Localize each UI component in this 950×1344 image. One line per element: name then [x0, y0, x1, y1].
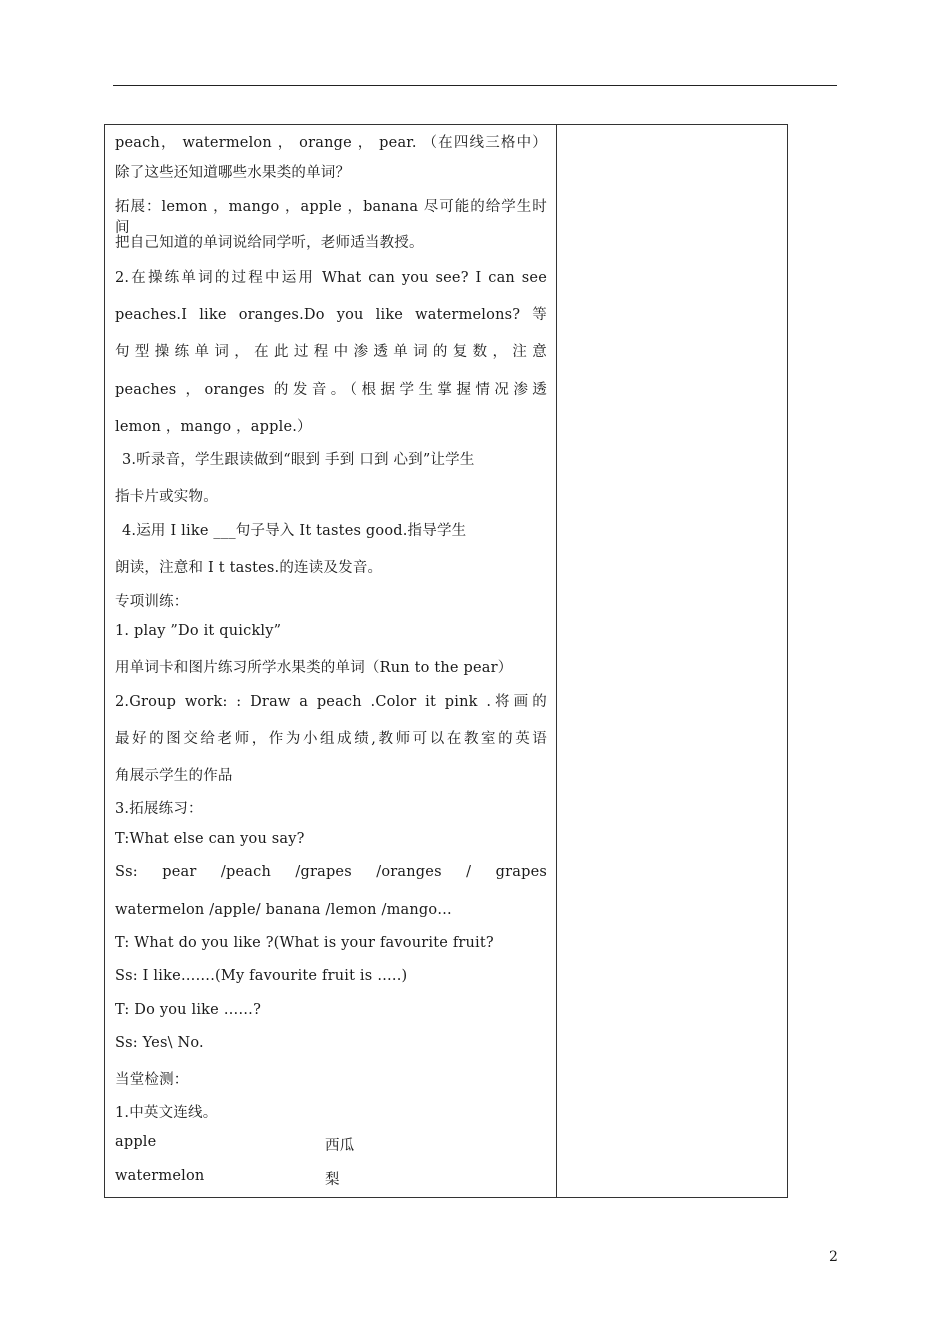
lesson-line: 1.中英文连线。	[115, 1105, 218, 1121]
page-number: 2	[829, 1249, 838, 1265]
matching-english: apple	[115, 1134, 157, 1150]
lesson-line: 除了这些还知道哪些水果类的单词？	[115, 165, 351, 181]
lesson-line: 句型操练单词，在此过程中渗透单词的复数，注意	[115, 344, 547, 360]
lesson-line: 指卡片或实物。	[115, 489, 218, 505]
lesson-line: 当堂检测：	[115, 1072, 189, 1088]
lesson-line: lemon ，mango ，apple.）	[115, 419, 312, 435]
lesson-line: 把自己知道的单词说给同学听，老师适当教授。	[115, 235, 424, 251]
matching-chinese: 梨	[325, 1172, 340, 1188]
lesson-line: peach， watermelon ， orange ， pear. （在四线三格中）	[115, 135, 547, 151]
notes-cell	[557, 125, 789, 1197]
lesson-line: Ss: I like…….(My favourite fruit is …..)	[115, 968, 408, 984]
lesson-line: Ss: pear /peach /grapes /oranges / grapes	[115, 864, 547, 880]
lesson-line: 专项训练：	[115, 594, 189, 610]
lesson-line: 2.Group work: : Draw a peach .Color it pink .将画的	[115, 694, 547, 710]
lesson-line: 用单词卡和图片练习所学水果类的单词（Run to the pear）	[115, 660, 513, 676]
lesson-table	[104, 124, 788, 1198]
header-rule	[113, 85, 837, 86]
lesson-line: 2.在操练单词的过程中运用 What can you see? I can see	[115, 270, 547, 286]
lesson-line: T: What do you like ?(What is your favourite fruit?	[115, 935, 494, 951]
lesson-line: 朗读，注意和 I t tastes.的连读及发音。	[115, 560, 383, 576]
lesson-line: T: Do you like ……?	[115, 1002, 262, 1018]
lesson-line: 3.拓展练习：	[115, 801, 203, 817]
matching-chinese: 西瓜	[325, 1138, 355, 1154]
lesson-line: 拓展：lemon ，mango ，apple ，banana 尽可能的给学生时间	[115, 199, 547, 236]
lesson-line: Ss: Yes\ No.	[115, 1035, 204, 1051]
lesson-line: 3.听录音，学生跟读做到“眼到 手到 口到 心到”让学生	[122, 452, 475, 468]
lesson-line: 1. play ”Do it quickly”	[115, 623, 282, 639]
lesson-line: peaches ，oranges 的发音。（根据学生掌握情况渗透	[115, 382, 547, 398]
lesson-line: T:What else can you say?	[115, 831, 305, 847]
lesson-line: peaches.I like oranges.Do you like watermelons? 等	[115, 307, 547, 323]
lesson-line: 角展示学生的作品	[115, 768, 233, 784]
matching-english: watermelon	[115, 1168, 205, 1184]
lesson-line: 最好的图交给老师，作为小组成绩,教师可以在教室的英语	[115, 731, 547, 747]
lesson-line: 4.运用 I like ___句子导入 It tastes good.指导学生	[122, 523, 467, 539]
lesson-line: watermelon /apple/ banana /lemon /mango…	[115, 902, 453, 918]
